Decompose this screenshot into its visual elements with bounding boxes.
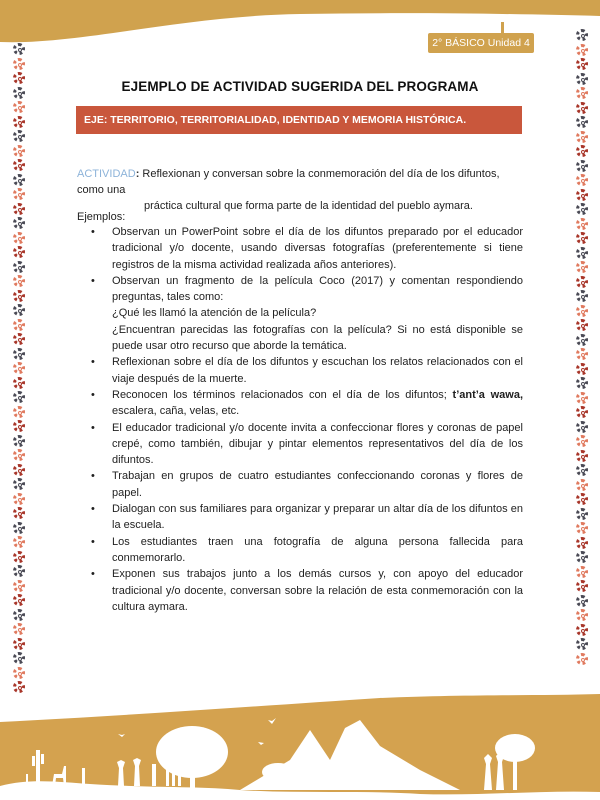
activity-line-1 <box>77 166 523 198</box>
ring-ornament-icon <box>13 623 25 635</box>
ring-ornament-icon <box>13 188 25 200</box>
ring-ornament-icon <box>13 101 25 113</box>
ring-ornament-icon <box>576 377 588 389</box>
ring-ornament-icon <box>13 275 25 287</box>
ring-ornament-icon <box>13 319 25 331</box>
ring-ornament-icon <box>13 667 25 679</box>
activity-line-2: práctica cultural que forma parte de la identidad del pueblo aymara. <box>144 200 473 212</box>
list-item <box>77 224 523 273</box>
ring-ornament-icon <box>13 652 25 664</box>
ring-ornament-icon <box>13 449 25 461</box>
ring-ornament-icon <box>13 145 25 157</box>
ring-ornament-icon <box>576 464 588 476</box>
footer-landscape-illustration <box>0 690 600 800</box>
unit-badge <box>428 33 534 53</box>
ring-ornament-icon <box>13 551 25 563</box>
activity-block <box>77 166 523 214</box>
ring-ornament-icon <box>13 58 25 70</box>
ring-ornament-icon <box>576 276 588 288</box>
list-item-text: Dialogan con sus familiares para organizar y preparar un altar día de los difuntos en la escuela. <box>112 503 523 532</box>
ring-ornament-icon <box>576 508 588 520</box>
ring-ornament-icon <box>13 43 25 55</box>
ring-ornament-icon <box>576 551 588 563</box>
ring-ornament-icon <box>13 420 25 432</box>
list-item <box>77 534 523 567</box>
list-item-text: Reflexionan sobre el día de los difuntos y escuchan los relatos relacionados con el viaje después de la muerte. <box>112 356 523 385</box>
ring-ornament-icon <box>13 391 25 403</box>
ring-ornament-icon <box>576 421 588 433</box>
ring-ornament-icon <box>13 362 25 374</box>
ring-ornament-icon <box>576 102 588 114</box>
list-item-question-2: ¿Encuentran parecidas las fotografías con la película? Si no está disponible se puede usar otro recurso que aborde la temática. <box>112 323 523 353</box>
ring-ornament-icon <box>576 580 588 592</box>
ring-ornament-icon <box>576 218 588 230</box>
ring-ornament-icon <box>13 130 25 142</box>
ring-ornament-icon <box>576 305 588 317</box>
ring-ornament-icon <box>576 624 588 636</box>
axis-banner <box>76 106 522 134</box>
ring-ornament-icon <box>576 609 588 621</box>
ring-ornament-icon <box>576 479 588 491</box>
examples-list <box>77 224 523 615</box>
ring-ornament-icon <box>576 160 588 172</box>
ring-ornament-icon <box>13 536 25 548</box>
list-item-text-end: escalera, caña, velas, etc. <box>112 405 240 418</box>
ring-ornament-icon <box>576 348 588 360</box>
ring-ornament-icon <box>13 116 25 128</box>
ring-ornament-icon <box>13 203 25 215</box>
ring-ornament-icon <box>576 116 588 128</box>
list-item <box>77 420 523 469</box>
list-item <box>77 387 523 420</box>
page-title: EJEMPLO DE ACTIVIDAD SUGERIDA DEL PROGRAMA <box>121 79 479 94</box>
ring-ornament-icon <box>13 304 25 316</box>
list-item-text: El educador tradicional y/o docente invita a confeccionar flores y coronas de papel crepé, como también, dibujar y pintar elementos representativos del día de los difuntos. <box>112 421 523 467</box>
left-border-pattern <box>9 42 29 702</box>
ring-ornament-icon <box>576 174 588 186</box>
activity-colon: : <box>135 168 140 180</box>
ring-ornament-icon <box>576 450 588 462</box>
ring-ornament-icon <box>13 290 25 302</box>
ring-ornament-icon <box>13 522 25 534</box>
ring-ornament-icon <box>13 348 25 360</box>
list-item-text: Los estudiantes traen una fotografía de alguna persona fallecida para conmemorarlo. <box>112 535 523 564</box>
ring-ornament-icon <box>576 406 588 418</box>
ring-ornament-icon <box>576 537 588 549</box>
ring-ornament-icon <box>576 232 588 244</box>
ring-ornament-icon <box>576 261 588 273</box>
list-item-text: Reconocen los términos relacionados con el día de los difuntos; <box>112 388 453 401</box>
ring-ornament-icon <box>13 406 25 418</box>
ring-ornament-icon <box>576 522 588 534</box>
ring-ornament-icon <box>13 507 25 519</box>
ring-ornament-icon <box>576 44 588 56</box>
ring-ornament-icon <box>13 232 25 244</box>
ring-ornament-icon <box>13 174 25 186</box>
list-item <box>77 501 523 534</box>
list-item-question-1: ¿Qué les llamó la atención de la película? <box>112 307 317 320</box>
ring-ornament-icon <box>576 493 588 505</box>
ring-ornament-icon <box>13 217 25 229</box>
ring-ornament-icon <box>576 319 588 331</box>
ring-ornament-icon <box>13 493 25 505</box>
ring-ornament-icon <box>576 145 588 157</box>
list-item-text: • Observan un fragmento de la película Coco (2017) y comentan respondiendo preguntas, tales como: <box>112 274 523 304</box>
axis-banner-text: EJE: TERRITORIO, TERRITORIALIDAD, IDENTIDAD Y MEMORIA HISTÓRICA. <box>84 114 467 126</box>
ring-ornament-icon <box>576 595 588 607</box>
ring-ornament-icon <box>576 566 588 578</box>
ring-ornament-icon <box>576 653 588 665</box>
ring-ornament-icon <box>576 638 588 650</box>
ring-ornament-icon <box>13 377 25 389</box>
ring-ornament-icon <box>13 159 25 171</box>
ring-ornament-icon <box>576 131 588 143</box>
ring-ornament-icon <box>576 247 588 259</box>
ring-ornament-icon <box>576 203 588 215</box>
examples-heading: Ejemplos: <box>77 211 126 223</box>
ring-ornament-icon <box>13 478 25 490</box>
ring-ornament-icon <box>13 565 25 577</box>
ring-ornament-icon <box>13 609 25 621</box>
ring-ornament-icon <box>13 580 25 592</box>
ring-ornament-icon <box>13 464 25 476</box>
list-item <box>77 273 523 354</box>
ring-ornament-icon <box>576 189 588 201</box>
activity-label: ACTIVIDAD <box>77 168 136 180</box>
list-item <box>77 566 523 615</box>
ring-ornament-icon <box>576 58 588 70</box>
ring-ornament-icon <box>576 29 588 41</box>
ring-ornament-icon <box>576 435 588 447</box>
ring-ornament-icon <box>13 333 25 345</box>
list-item-text: Observan un PowerPoint sobre el día de los difuntos preparado por el educador tradicional y/o docente, usando diversas fotografías (preferentemente si tiene registros de la misma actividad realizada años anteriores). <box>112 226 523 271</box>
ring-ornament-icon <box>13 638 25 650</box>
list-item-text: Trabajan en grupos de cuatro estudiantes confeccionando coronas y flores de papel. <box>112 470 523 499</box>
list-item-bold-term: t’ant’a wawa, <box>452 388 524 401</box>
ring-ornament-icon <box>576 363 588 375</box>
ring-ornament-icon <box>576 334 588 346</box>
right-border-pattern <box>572 28 592 680</box>
list-item <box>77 468 523 501</box>
list-item-text: Exponen sus trabajos junto a los demás cursos y, con apoyo del educador tradicional y/o docente, conversan sobre la relación de esta conmemoración con la cultura aymara. <box>112 568 523 613</box>
ring-ornament-icon <box>13 246 25 258</box>
ring-ornament-icon <box>13 261 25 273</box>
ring-ornament-icon <box>576 290 588 302</box>
unit-badge-label: 2° BÁSICO Unidad 4 <box>432 37 530 49</box>
ring-ornament-icon <box>13 594 25 606</box>
ring-ornament-icon <box>13 435 25 447</box>
ring-ornament-icon <box>576 392 588 404</box>
activity-text-1: Reflexionan y conversan sobre la conmemoración del día de los difuntos, como una <box>77 168 500 196</box>
list-item <box>77 354 523 387</box>
